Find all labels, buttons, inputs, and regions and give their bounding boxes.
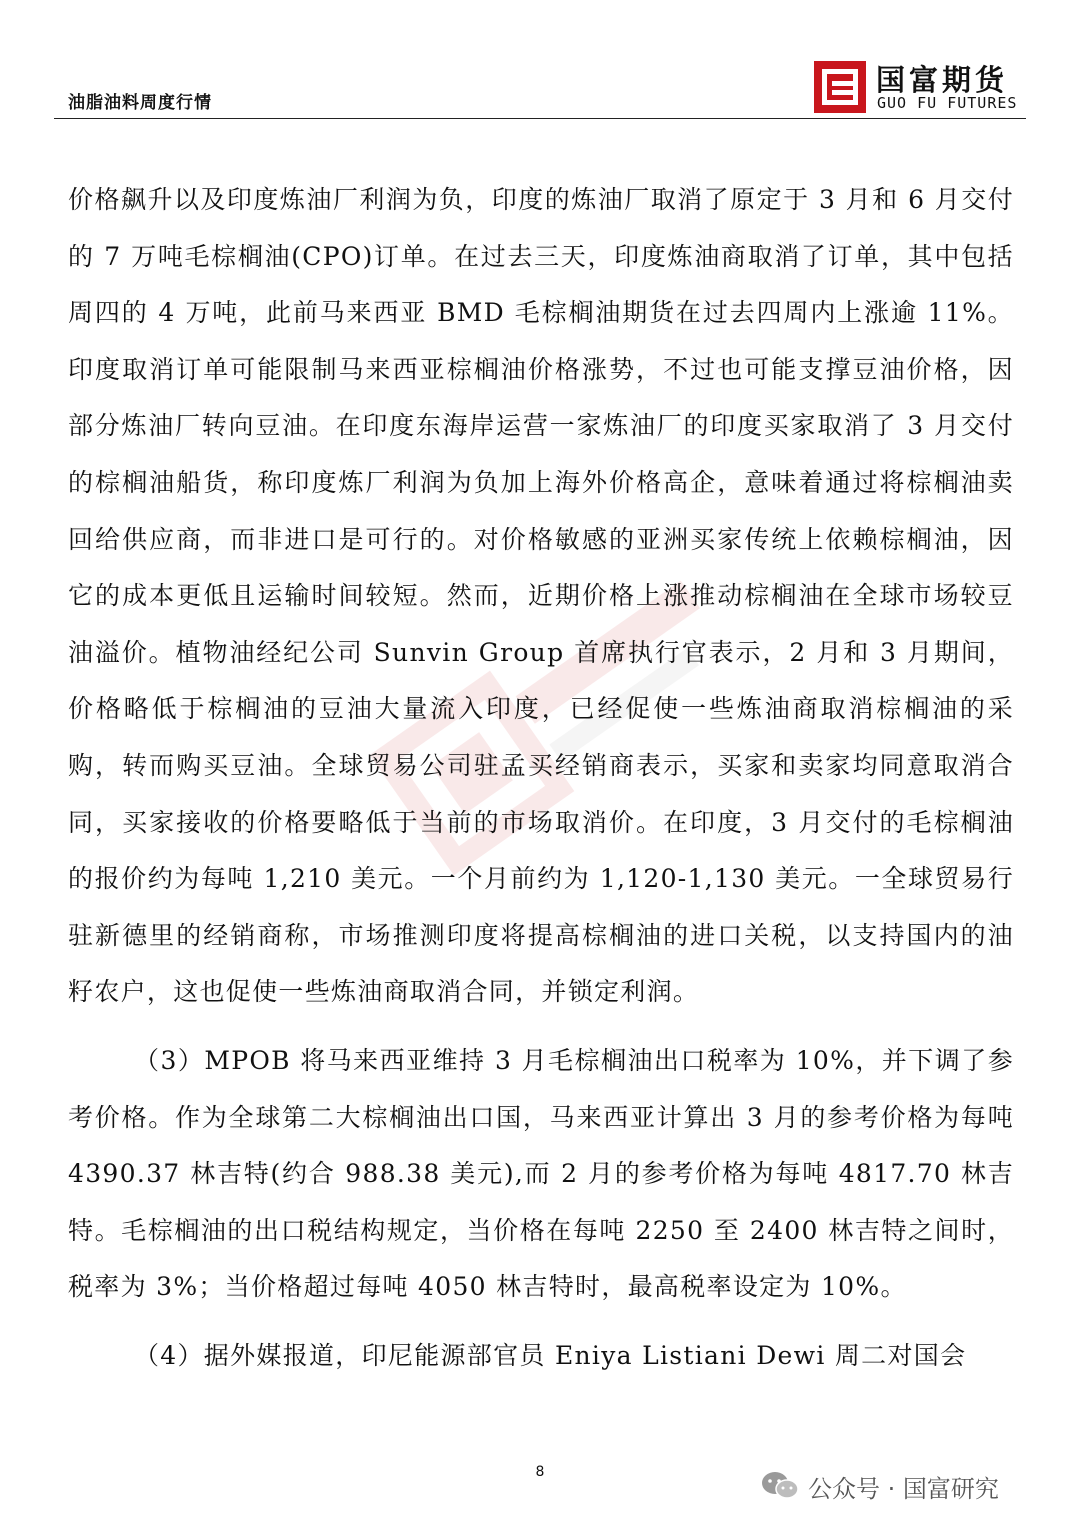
wechat-account-badge	[760, 1466, 999, 1506]
company-logo	[814, 58, 1024, 114]
body-paragraph: 价格飙升以及印度炼油厂利润为负，印度的炼油厂取消了原定于 3 月和 6 月交付的 7 万吨毛棕榈油(CPO)订单。在过去三天，印度炼油商取消了订单，其中包括周四的 4 万吨，此前马来西亚 BMD 毛棕榈油期货在过去四周内上涨逾 11%。印度取消订单可能限制马来西亚棕榈油价格涨势，不过也可能支撑豆油价格，因部分炼油厂转向豆油。在印度东海岸运营一家炼油厂的印度买家取消了 3 月交付的棕榈油船货，称印度炼厂利润为负加上海外价格高企，意味着通过将棕榈油卖回给供应商，而非进口是可行的。对价格敏感的亚洲买家传统上依赖棕榈油，因它的成本更低且运输时间较短。然而，近期价格上涨推动棕榈油在全球市场较豆油溢价。植物油经纪公司 Sunvin Group 首席执行官表示，2 月和 3 月期间，价格略低于棕榈油的豆油大量流入印度，已经促使一些炼油商取消棕榈油的采购，转而购买豆油。全球贸易公司驻孟买经销商表示，买家和卖家均同意取消合同，买家接收的价格要略低于当前的市场取消价。在印度，3 月交付的毛棕榈油的报价约为每吨 1,210 美元。一个月前约为 1,120-1,130 美元。一全球贸易行驻新德里的经销商称，市场推测印度将提高棕榈油的进口关税，以支持国内的油籽农户，这也促使一些炼油商取消合同，并锁定利润。	[68, 185, 1014, 1007]
body-paragraph: （3）MPOB 将马来西亚维持 3 月毛棕榈油出口税率为 10%，并下调了参考价格。作为全球第二大棕榈油出口国，马来西亚计算出 3 月的参考价格为每吨 4390.37 林吉特(约合 988.38 美元),而 2 月的参考价格为每吨 4817.70 林吉特。毛棕榈油的出口税结构规定，当价格在每吨 2250 至 2400 林吉特之间时，税率为 3%；当价格超过每吨 4050 林吉特时，最高税率设定为 10%。	[68, 1045, 1014, 1302]
logo-chinese-name: 国富期货	[876, 63, 1009, 97]
body-paragraph: （4）据外媒报道，印尼能源部官员 Eniya Listiani Dewi 周二对国会	[134, 1340, 967, 1370]
report-title: 油脂油料周度行情	[68, 93, 212, 113]
page-number: 8	[535, 1464, 545, 1480]
header-divider	[54, 118, 1026, 119]
wechat-icon	[760, 1470, 800, 1502]
report-body	[68, 172, 1014, 1384]
guofu-logo-icon	[814, 61, 866, 113]
wechat-account-name: 公众号 · 国富研究	[808, 1474, 999, 1503]
logo-english-name: GUO FU FUTURES	[877, 94, 1018, 112]
